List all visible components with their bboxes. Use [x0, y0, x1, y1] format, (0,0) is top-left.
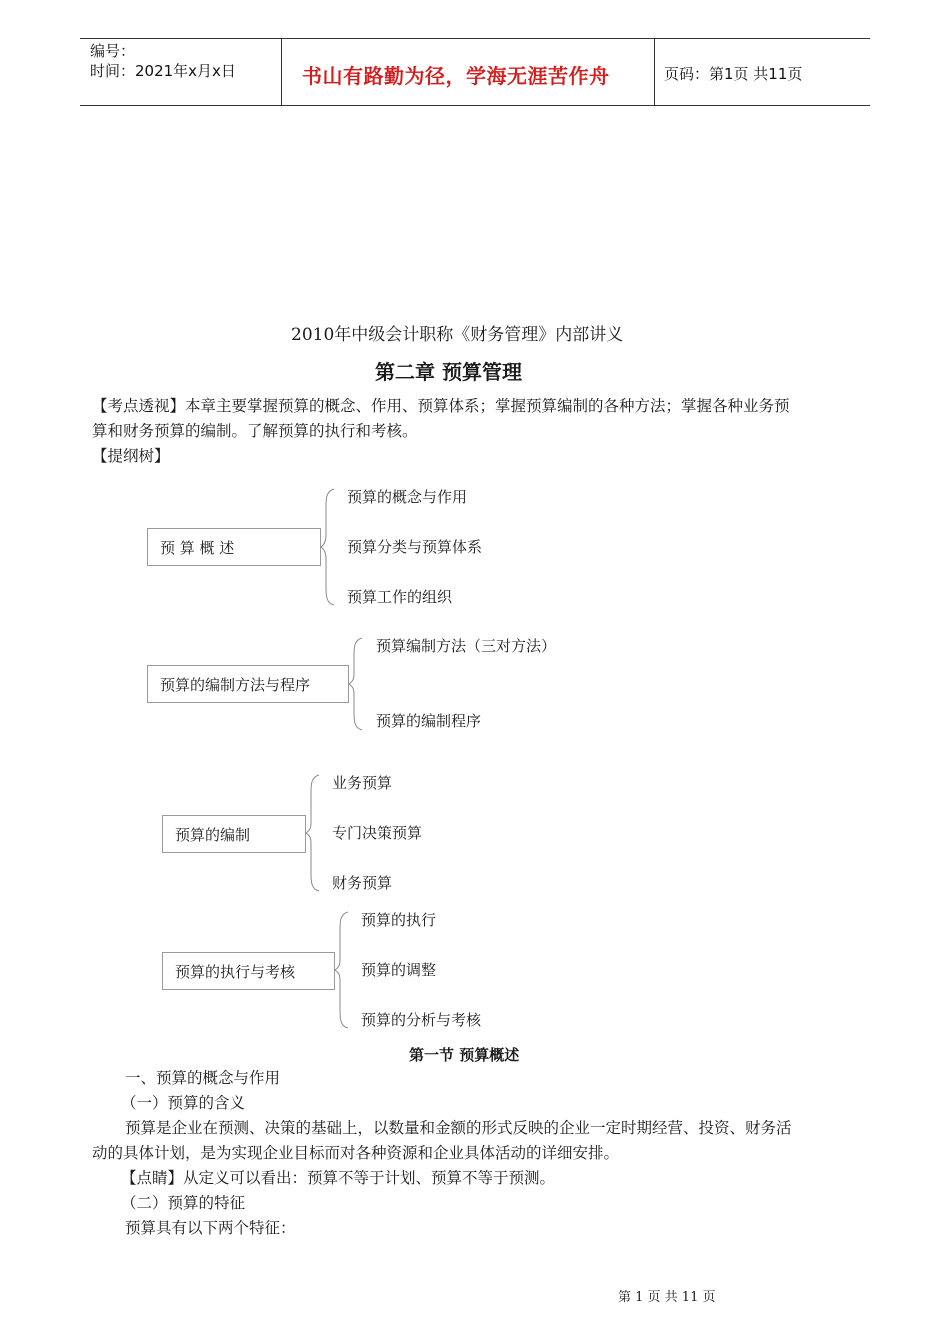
- section-subheading-1: （一）预算的含义: [121, 1094, 246, 1112]
- tree-child-3-2: 专门决策预算: [332, 824, 423, 842]
- tree-node-budget-methods: 预算的编制方法与程序: [147, 665, 349, 703]
- section-subheading-2: （二）预算的特征: [121, 1194, 246, 1212]
- header-top-rule: [80, 38, 870, 39]
- tree-child-2-2: 预算的编制程序: [376, 712, 482, 730]
- header-bottom-rule: [80, 105, 870, 106]
- header-time-label: 时间：2021年x月x日: [90, 62, 236, 80]
- key-point-note: 【点睛】从定义可以看出：预算不等于计划、预算不等于预测。: [121, 1169, 556, 1187]
- page-footer: 第 1 页 共 11 页: [618, 1290, 716, 1305]
- header-page-label: 页码：第1页 共11页: [664, 65, 803, 83]
- definition-line-2: 动的具体计划，是为实现企业目标而对各种资源和企业具体活动的详细安排。: [92, 1144, 620, 1162]
- definition-line-1: 预算是企业在预测、决策的基础上，以数量和金额的形式反映的企业一定时期经营、投资、财务活: [125, 1119, 792, 1137]
- tree-brace-2: [349, 636, 369, 732]
- tree-brace-4: [335, 910, 355, 1030]
- header-motto: 书山有路勤为径，学海无涯苦作舟: [302, 64, 610, 88]
- section-title: 第一节 预算概述: [409, 1046, 520, 1064]
- intro-paragraph-line-2: 算和财务预算的编制。了解预算的执行和考核。: [92, 422, 418, 440]
- header-divider-left: [281, 38, 282, 105]
- tree-child-2-1: 预算编制方法（三对方法）: [376, 637, 557, 655]
- tree-child-1-1: 预算的概念与作用: [347, 488, 468, 506]
- header-divider-right: [654, 38, 655, 105]
- chapter-title: 第二章 预算管理: [375, 360, 522, 384]
- tree-node-budget-preparation: 预算的编制: [162, 815, 306, 853]
- tree-child-1-2: 预算分类与预算体系: [347, 538, 483, 556]
- tree-child-3-3: 财务预算: [332, 874, 393, 892]
- outline-label: 【提纲树】: [92, 447, 170, 465]
- tree-child-4-2: 预算的调整: [361, 961, 437, 979]
- tree-child-4-1: 预算的执行: [361, 911, 437, 929]
- tree-node-budget-overview: 预 算 概 述: [147, 528, 321, 566]
- header-number-label: 编号：: [90, 42, 136, 60]
- features-intro: 预算具有以下两个特征：: [125, 1219, 296, 1237]
- doc-title: 2010年中级会计职称《财务管理》内部讲义: [291, 325, 624, 345]
- tree-brace-1: [321, 487, 341, 607]
- tree-child-1-3: 预算工作的组织: [347, 588, 453, 606]
- tree-child-3-1: 业务预算: [332, 774, 393, 792]
- section-heading-1: 一、预算的概念与作用: [125, 1069, 281, 1087]
- tree-brace-3: [306, 773, 326, 893]
- tree-node-budget-execution: 预算的执行与考核: [162, 952, 335, 990]
- intro-paragraph-line-1: 【考点透视】本章主要掌握预算的概念、作用、预算体系；掌握预算编制的各种方法；掌握各种业务预: [92, 397, 790, 415]
- tree-child-4-3: 预算的分析与考核: [361, 1011, 482, 1029]
